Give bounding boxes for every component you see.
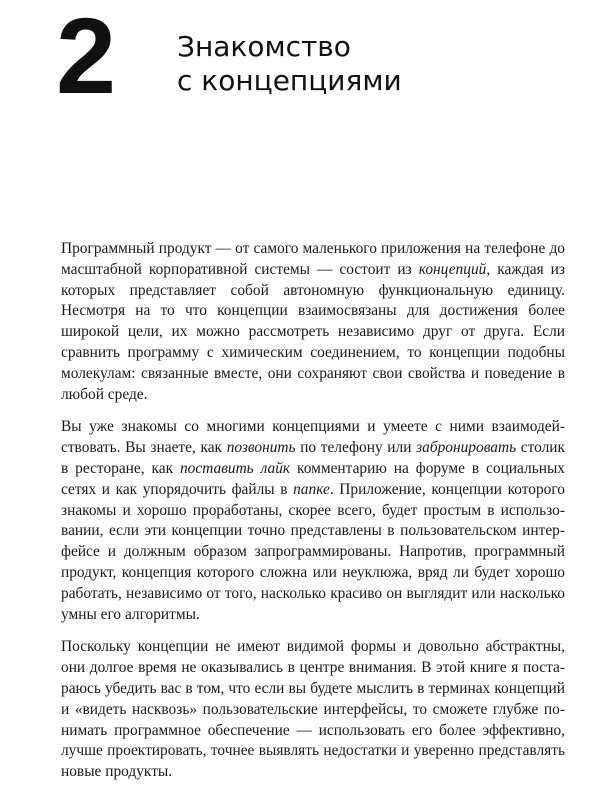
chapter-title: [177, 30, 402, 98]
text-run: , каждая из которых представляет собой автономную функциональную единицу. Несмотря на то что концепции взаимосвязаны для достижения более широкой цели, их можно рассмотреть независимо друг от друга. Если сравнить программу с химическим соединением, то концепции подобны молекулам: связанные вместе, они сохраняют свои свойства и поведение в любой среде.: [61, 260, 565, 403]
emphasis-term: забронировать: [416, 439, 517, 457]
emphasis-term: папке: [293, 480, 330, 498]
text-run: . Приложение, концепции которого знакомы и хорошо проработаны, скорее всего, будет простым в использовании, если эти концепции точно представлены в пользовательском интерфейсе и должным образом запрограммированы. Напротив, программный продукт, концепция которого сложна или неуклюжа, вряд ли будет хорошо работать, независимо от того, насколько красиво он выглядит или насколько умны его алгоритмы.: [61, 480, 565, 623]
paragraph: [61, 637, 565, 783]
emphasis-term: позвонить: [226, 439, 296, 457]
text-run: Вы уже знакомы со многими концепциями и умеете с ними взаимодействовать. Вы знаете, как: [61, 418, 565, 457]
chapter-title-line-2: с концепциями: [177, 64, 402, 97]
chapter-header: [0, 0, 600, 120]
text-run: комментарию на форуме в социальных сетях и как упорядочить файлы в: [61, 459, 565, 498]
text-run: Поскольку концепции не имеют видимой формы и довольно абстрактны, они долгое время не оказывались в центре внимания. В этой книге я постараюсь убедить вас в том, что если вы будете мыслить в терминах концепций и «видеть насквозь» пользовательские интерфейсы, то сможете глубже понимать программное обеспечение — использовать его более эффективно, лучше проектировать, точнее выявлять недостатки и уверенно представлять новые продукты.: [61, 638, 565, 781]
chapter-title-line-1: Знакомство: [177, 30, 351, 63]
emphasis-term: поставить лайк: [179, 459, 291, 477]
paragraph: [61, 239, 565, 405]
emphasis-term: концепций: [418, 260, 487, 278]
paragraph: [61, 417, 565, 625]
text-run: Программный продукт — от самого маленького приложения на телефоне до масштабной корпоративной системы — состоит из: [61, 240, 565, 278]
chapter-body: [61, 239, 565, 795]
chapter-number: 2: [56, 0, 115, 116]
text-run: столик в ресторане, как: [61, 439, 565, 477]
text-run: по телефону или: [295, 439, 417, 457]
